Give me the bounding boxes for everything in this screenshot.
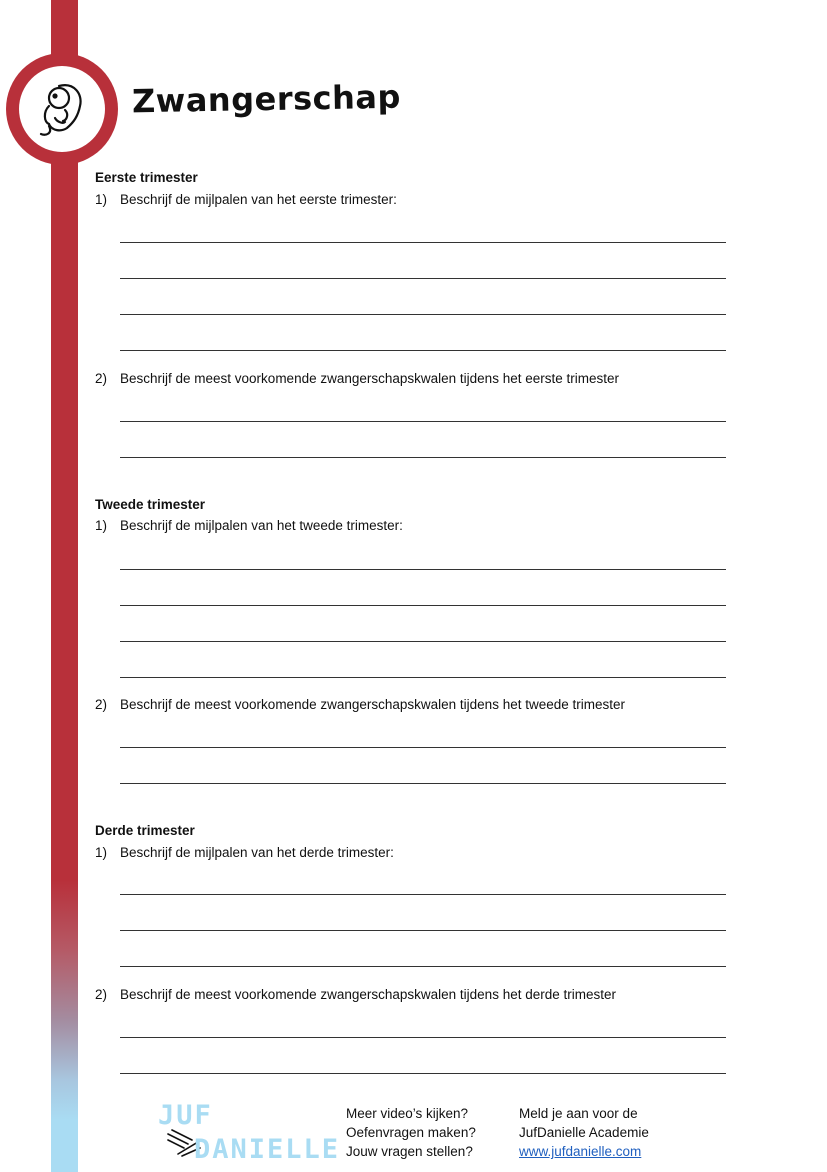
answer-line[interactable] — [120, 966, 726, 967]
answer-line[interactable] — [120, 569, 726, 570]
logo-bottom-text: DANIELLE — [194, 1134, 341, 1165]
answer-line[interactable] — [120, 930, 726, 931]
footer-prompts — [346, 1104, 476, 1161]
answer-line[interactable] — [120, 894, 726, 895]
website-link[interactable]: www.jufdanielle.com — [519, 1144, 642, 1159]
question-number: 2) — [95, 371, 108, 386]
answer-line[interactable] — [120, 421, 726, 422]
answer-line[interactable] — [120, 457, 726, 458]
question-number: 1) — [95, 518, 108, 533]
section-heading-second-trimester: Tweede trimester — [95, 497, 206, 512]
question-number: 2) — [95, 697, 108, 712]
question-text: Beschrijf de meest voorkomende zwangerschapskwalen tijdens het derde trimester — [120, 987, 616, 1002]
footer-academy — [519, 1104, 649, 1161]
question-text: Beschrijf de meest voorkomende zwangerschapskwalen tijdens het eerste trimester — [120, 371, 619, 386]
footer-line: Oefenvragen maken? — [346, 1125, 476, 1140]
section-heading-first-trimester: Eerste trimester — [95, 170, 198, 185]
page-title: Zwangerschap — [131, 77, 402, 121]
question-text: Beschrijf de mijlpalen van het derde trimester: — [120, 845, 394, 860]
answer-line[interactable] — [120, 314, 726, 315]
answer-line[interactable] — [120, 677, 726, 678]
footer-line: Meer video’s kijken? — [346, 1106, 469, 1121]
footer-line: Jouw vragen stellen? — [346, 1144, 473, 1159]
answer-line[interactable] — [120, 1037, 726, 1038]
answer-line[interactable] — [120, 641, 726, 642]
question-number: 1) — [95, 192, 108, 207]
question-text: Beschrijf de mijlpalen van het tweede trimester: — [120, 518, 403, 533]
answer-line[interactable] — [120, 747, 726, 748]
answer-line[interactable] — [120, 605, 726, 606]
embryo-icon — [19, 66, 105, 152]
answer-line[interactable] — [120, 1073, 726, 1074]
answer-line[interactable] — [120, 242, 726, 243]
question-text: Beschrijf de meest voorkomende zwangerschapskwalen tijdens het tweede trimester — [120, 697, 625, 712]
footer-line: JufDanielle Academie — [519, 1125, 649, 1140]
embryo-badge — [6, 53, 118, 165]
jufdanielle-logo — [158, 1100, 341, 1166]
logo-top-text: JUF — [158, 1100, 213, 1131]
question-text: Beschrijf de mijlpalen van het eerste trimester: — [120, 192, 397, 207]
question-number: 1) — [95, 845, 108, 860]
answer-line[interactable] — [120, 350, 726, 351]
question-number: 2) — [95, 987, 108, 1002]
side-stripe — [51, 0, 78, 1172]
footer-line: Meld je aan voor de — [519, 1106, 638, 1121]
answer-line[interactable] — [120, 278, 726, 279]
answer-line[interactable] — [120, 783, 726, 784]
section-heading-third-trimester: Derde trimester — [95, 823, 195, 838]
